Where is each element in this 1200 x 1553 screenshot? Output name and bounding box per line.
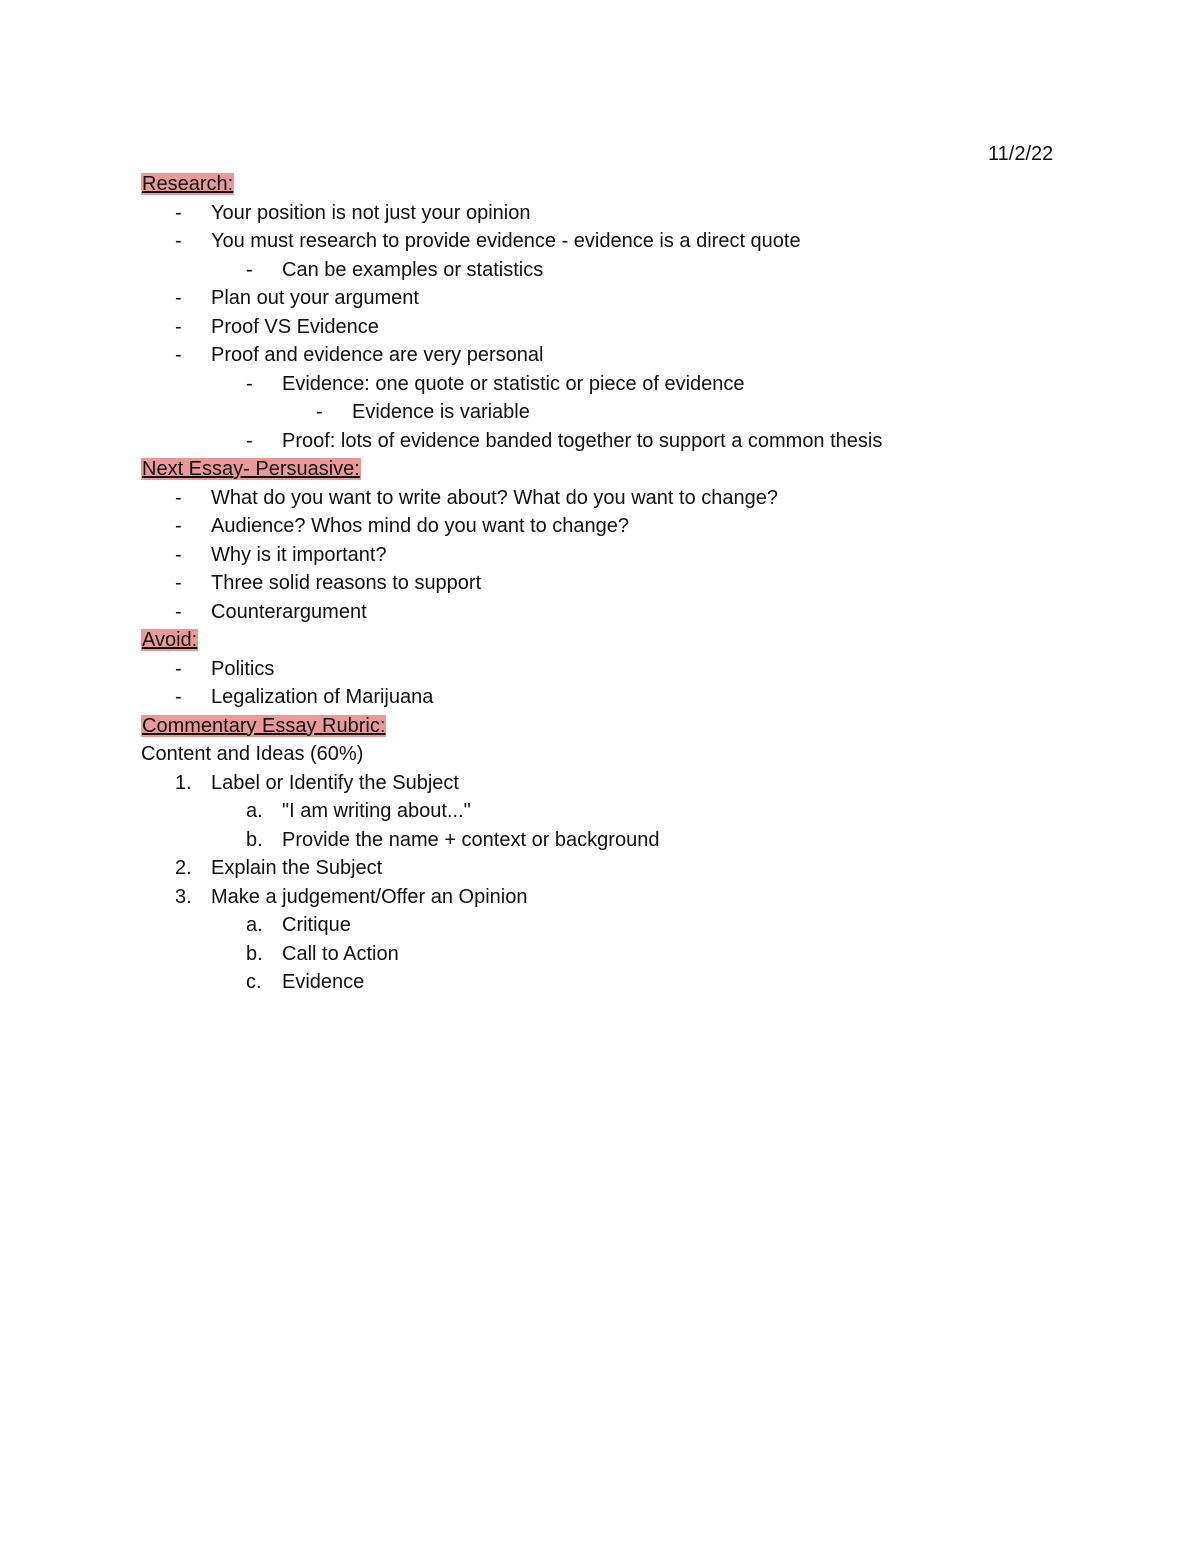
list-item-text: You must research to provide evidence - evidence is a direct quote	[211, 230, 801, 252]
list-item-text: Politics	[211, 657, 275, 680]
list-item-text: Counterargument	[211, 600, 367, 623]
list-item-text: Call to Action	[282, 942, 399, 965]
list-item	[141, 256, 1101, 285]
dash-bullet: -	[175, 315, 182, 338]
list-item-text: What do you want to write about? What do you want to change?	[211, 486, 779, 509]
list-item-text: Why is it important?	[211, 543, 387, 566]
list-item-text: Proof and evidence are very personal	[211, 344, 544, 366]
list-item	[141, 512, 1101, 541]
list-item	[141, 199, 1101, 228]
numbered-item	[141, 883, 1101, 912]
dash-bullet: -	[175, 515, 182, 537]
dash-bullet: -	[175, 600, 182, 623]
list-item	[141, 569, 1101, 598]
number-marker: 3.	[175, 885, 192, 908]
numbered-item	[141, 854, 1101, 883]
dash-bullet: -	[175, 344, 182, 366]
lettered-item	[141, 911, 1101, 940]
list-item-text: Proof: lots of evidence banded together to support a common thesis	[282, 429, 883, 452]
list-item-text: Explain the Subject	[211, 857, 383, 879]
list-item-text: "I am writing about..."	[282, 800, 471, 822]
dash-bullet: -	[246, 258, 253, 281]
lettered-item	[141, 797, 1101, 826]
letter-marker: a.	[246, 800, 263, 822]
rubric-subheading	[141, 740, 1101, 769]
list-item-text: Legalization of Marijuana	[211, 686, 434, 708]
lettered-item	[141, 826, 1101, 855]
list-item	[141, 341, 1101, 370]
list-item	[141, 655, 1101, 684]
list-item-text: Evidence	[282, 971, 365, 993]
list-item-text: Critique	[282, 914, 351, 936]
list-item-text: Make a judgement/Offer an Opinion	[211, 885, 528, 908]
section-heading-row	[141, 626, 1101, 655]
dash-bullet: -	[175, 230, 182, 252]
section-heading-row	[141, 712, 1101, 741]
document-date: 11/2/22	[988, 143, 1054, 165]
list-item-text: Label or Identify the Subject	[211, 771, 459, 794]
list-item-text: Plan out your argument	[211, 287, 419, 309]
document-body	[141, 170, 1101, 997]
dash-bullet: -	[175, 686, 182, 708]
section-heading-persuasive: Next Essay- Persuasive:	[142, 458, 360, 480]
letter-marker: c.	[246, 971, 262, 993]
list-item	[141, 484, 1101, 513]
dash-bullet: -	[246, 372, 253, 395]
dash-bullet: -	[175, 657, 182, 680]
dash-bullet: -	[175, 543, 182, 566]
list-item	[141, 541, 1101, 570]
section-heading-avoid: Avoid:	[142, 629, 198, 651]
letter-marker: b.	[246, 828, 263, 851]
list-item-text: Provide the name + context or background	[282, 828, 660, 851]
list-item	[141, 598, 1101, 627]
lettered-item	[141, 940, 1101, 969]
number-marker: 2.	[175, 857, 192, 879]
list-item	[141, 370, 1101, 399]
dash-bullet: -	[175, 486, 182, 509]
letter-marker: a.	[246, 914, 263, 936]
list-item-text: Can be examples or statistics	[282, 258, 544, 281]
list-item	[141, 284, 1101, 313]
letter-marker: b.	[246, 942, 263, 965]
list-item	[141, 313, 1101, 342]
list-item	[141, 227, 1101, 256]
dash-bullet: -	[175, 201, 182, 224]
section-heading-research: Research:	[142, 173, 234, 195]
dash-bullet: -	[316, 401, 323, 423]
list-item-text: Audience? Whos mind do you want to change?	[211, 515, 630, 537]
list-item-text: Your position is not just your opinion	[211, 201, 531, 224]
number-marker: 1.	[175, 771, 192, 794]
list-item-text: Evidence: one quote or statistic or piece of evidence	[282, 372, 745, 395]
dash-bullet: -	[246, 429, 253, 452]
numbered-item	[141, 769, 1101, 798]
dash-bullet: -	[175, 287, 182, 309]
list-item-text: Evidence is variable	[352, 401, 530, 423]
rubric-subheading-text: Content and Ideas (60%)	[141, 743, 364, 765]
dash-bullet: -	[175, 572, 182, 594]
list-item	[141, 427, 1101, 456]
section-heading-rubric: Commentary Essay Rubric:	[142, 714, 386, 737]
section-heading-row	[141, 170, 1101, 199]
lettered-item	[141, 968, 1101, 997]
list-item-text: Three solid reasons to support	[211, 572, 482, 594]
list-item	[141, 398, 1101, 427]
list-item	[141, 683, 1101, 712]
section-heading-row	[141, 455, 1101, 484]
list-item-text: Proof VS Evidence	[211, 315, 379, 338]
